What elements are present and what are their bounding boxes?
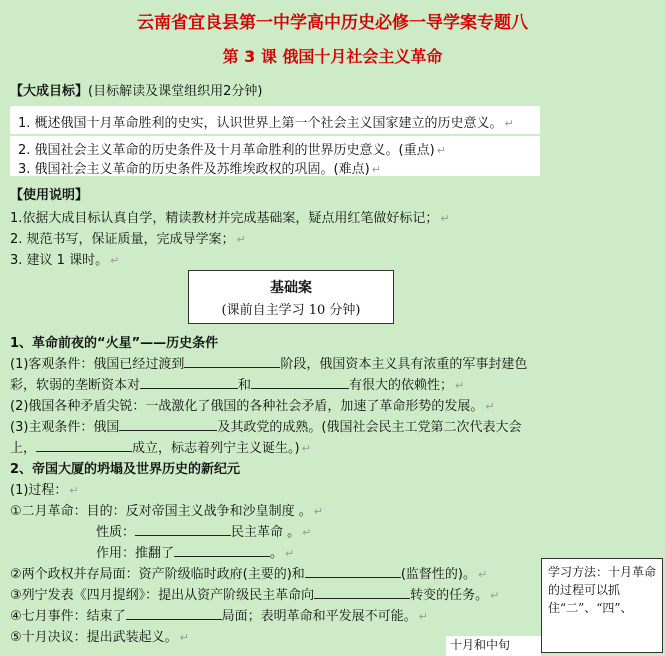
instructions-header: 【使用说明】	[10, 188, 89, 203]
study-method-note: 学习方法：十月革命的过程可以抓住“二”、“四”、	[541, 558, 663, 653]
blank-overthrow[interactable]	[174, 542, 270, 557]
section2-process: (1)过程： ↵	[10, 483, 79, 498]
section1-line3: (2)俄国各种矛盾尖锐：一战激化了俄国的各种社会矛盾，加速了革命形势的发展。 ↵	[10, 399, 495, 414]
feb-revolution-role: 作用：推翻了 。 ↵	[96, 542, 294, 561]
section1-line1: (1)客观条件：俄国已经过渡到 阶段，俄国资本主义具有浓重的军事封建色	[10, 353, 527, 372]
basic-box-subtitle: (课前自主学习 10 分钟)	[221, 303, 361, 318]
basic-section-box	[188, 270, 394, 324]
instruction-item-1: 1.依据大成目标认真自学，精读教材并完成基础案，疑点用红笔做好标记； ↵	[10, 211, 450, 226]
blank-party[interactable]	[36, 437, 132, 452]
basic-box-title: 基础案	[270, 280, 312, 296]
blank-stage[interactable]	[184, 353, 280, 368]
feb-revolution-nature: 性质： 民主革命 。 ↵	[96, 521, 311, 540]
page-title: 云南省宜良县第一中学高中历史必修一导学案专题八	[137, 13, 528, 33]
blank-nature[interactable]	[135, 521, 231, 536]
dual-power: ②两个政权并存局面：资产阶级临时政府(主要的)和 (监督性的)。 ↵	[10, 563, 487, 582]
section1-heading: 1、革命前夜的“火星”——历史条件	[10, 336, 219, 351]
goals-header: 【大成目标】(目标解读及课堂组织用2分钟)	[10, 84, 263, 99]
instruction-item-2: 2. 规范书写，保证质量，完成导学案； ↵	[10, 232, 246, 247]
blank-dual-power[interactable]	[126, 605, 222, 620]
october-resolution: ⑤十月决议：提出武装起义。 ↵	[10, 630, 189, 645]
lesson-title: 第 3 课 俄国十月社会主义革命	[222, 47, 443, 66]
feb-revolution-goal: ①二月革命：目的：反对帝国主义战争和沙皇制度 。 ↵	[10, 504, 324, 519]
study-method-overflow: 十月和中旬	[446, 636, 541, 656]
section1-line4: (3)主观条件：俄国 及其政党的成熟。(俄国社会民主工党第二次代表大会	[10, 416, 522, 435]
blank-dependency-2[interactable]	[251, 374, 349, 389]
section1-line2: 彩，软弱的垄断资本对 和 有很大的依赖性； ↵	[10, 374, 464, 393]
blank-class[interactable]	[119, 416, 217, 431]
blank-socialist[interactable]	[314, 584, 410, 599]
goal-item-3: 3. 俄国社会主义革命的历史条件及苏维埃政权的巩固。(难点) ↵	[18, 162, 381, 177]
goal-item-1: 1. 概述俄国十月革命胜利的史实，认识世界上第一个社会主义国家建立的历史意义。 ↵	[18, 116, 514, 131]
section1-line5: 上， 成立，标志着列宁主义诞生。) ↵	[10, 437, 311, 456]
goal-item-2: 2. 俄国社会主义革命的历史条件及十月革命胜利的世界历史意义。(重点) ↵	[18, 143, 446, 158]
instruction-item-3: 3. 建议 1 课时。 ↵	[10, 253, 120, 268]
july-event: ④七月事件：结束了 局面；表明革命和平发展不可能。 ↵	[10, 605, 428, 624]
blank-soviet[interactable]	[305, 563, 401, 578]
blank-dependency-1[interactable]	[140, 374, 238, 389]
april-theses: ③列宁发表《四月提纲》：提出从资产阶级民主革命向 转变的任务。 ↵	[10, 584, 499, 603]
section2-heading: 2、帝国大厦的坍塌及世界历史的新纪元	[10, 462, 241, 477]
